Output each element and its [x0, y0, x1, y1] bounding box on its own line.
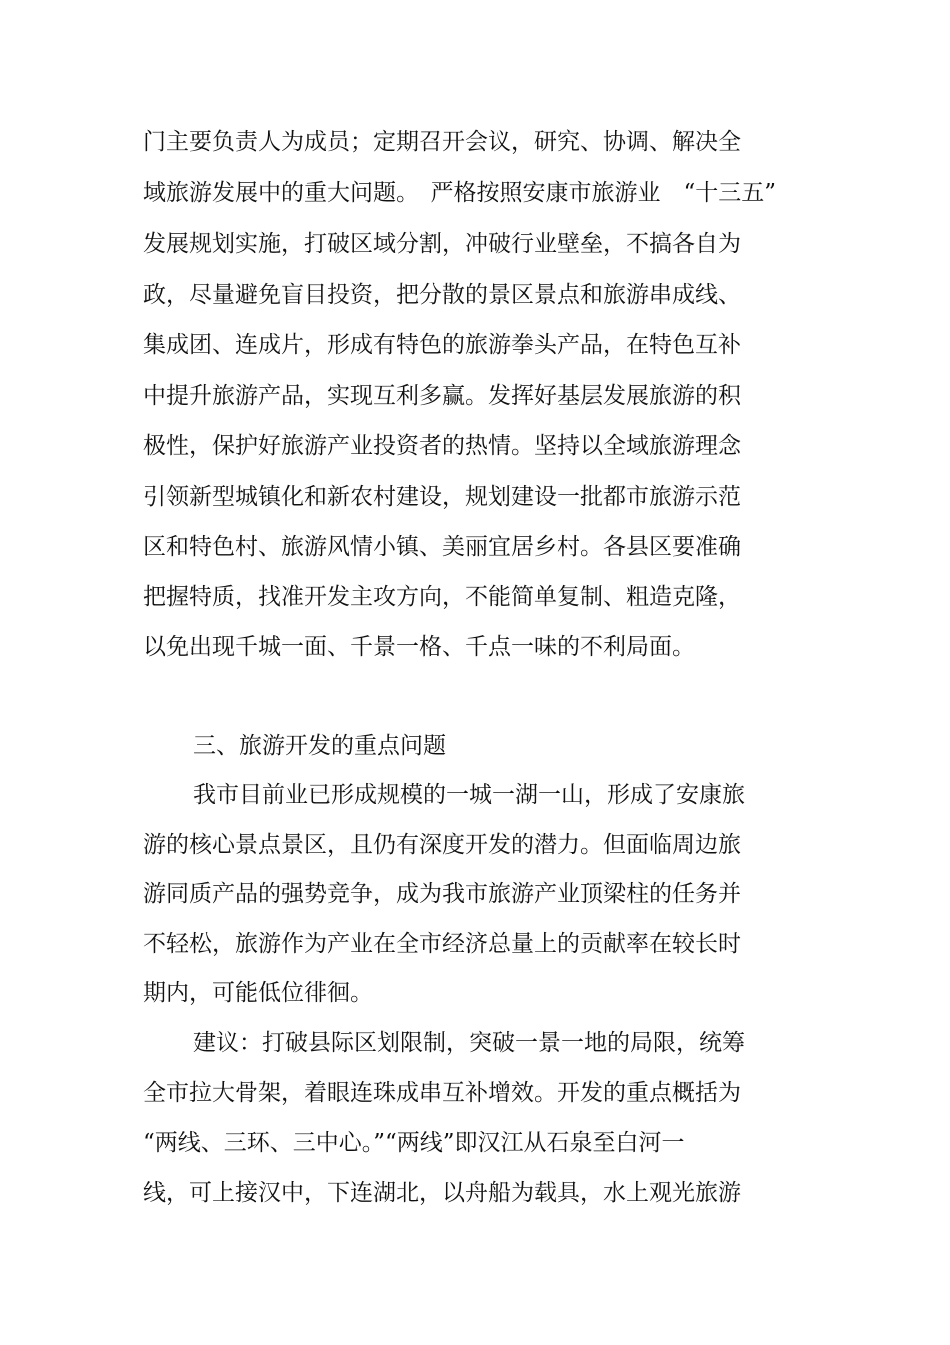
paragraph-1-line: 发展规划实施，打破区域分割，冲破行业壁垒，不搞各自为 — [143, 231, 741, 257]
paragraph-3-line: 线，可上接汉中，下连湖北，以舟船为载具，水上观光旅游 — [143, 1180, 741, 1206]
paragraph-3-line: “两线、三环、三中心。”“两线”即汉江从石泉至白河一 — [143, 1130, 685, 1156]
paragraph-1-line: 把握特质，找准开发主攻方向，不能简单复制、粗造克隆， — [143, 584, 741, 610]
paragraph-1-line: 引领新型城镇化和新农村建设，规划建设一批都市旅游示范 — [143, 484, 741, 510]
paragraph-1-line: 政，尽量避免盲目投资，把分散的景区景点和旅游串成线、 — [143, 282, 741, 308]
paragraph-3-line: 全市拉大骨架，着眼连珠成串互补增效。开发的重点概括为 — [143, 1080, 741, 1106]
paragraph-1-line: 区和特色村、旅游风情小镇、美丽宜居乡村。各县区要准确 — [143, 534, 741, 560]
paragraph-1-line: 集成团、连成片，形成有特色的旅游拳头产品，在特色互补 — [143, 332, 741, 358]
paragraph-1-line: 门主要负责人为成员；定期召开会议，研究、协调、解决全 — [143, 129, 741, 155]
paragraph-1-line: 以免出现千城一面、千景一格、千点一味的不利局面。 — [143, 634, 695, 660]
paragraph-2-line: 不轻松，旅游作为产业在全市经济总量上的贡献率在较长时 — [143, 931, 741, 957]
paragraph-2-line: 我市目前业已形成规模的一城一湖一山，形成了安康旅 — [193, 782, 745, 808]
paragraph-2-line: 游同质产品的强势竞争，成为我市旅游产业顶梁柱的任务并 — [143, 881, 741, 907]
paragraph-3-line: 建议：打破县际区划限制，突破一景一地的局限，统筹 — [193, 1030, 745, 1056]
paragraph-2-line: 游的核心景点景区，且仍有深度开发的潜力。但面临周边旅 — [143, 832, 741, 858]
section-heading: 三、旅游开发的重点问题 — [193, 733, 446, 759]
paragraph-1-line: 域旅游发展中的重大问题。 严格按照安康市旅游业 “十三五” — [143, 180, 777, 206]
paragraph-1-line: 中提升旅游产品，实现互利多赢。发挥好基层发展旅游的积 — [143, 383, 741, 409]
paragraph-2-line: 期内，可能低位徘徊。 — [143, 980, 373, 1006]
paragraph-1-line: 极性，保护好旅游产业投资者的热情。坚持以全域旅游理念 — [143, 433, 741, 459]
